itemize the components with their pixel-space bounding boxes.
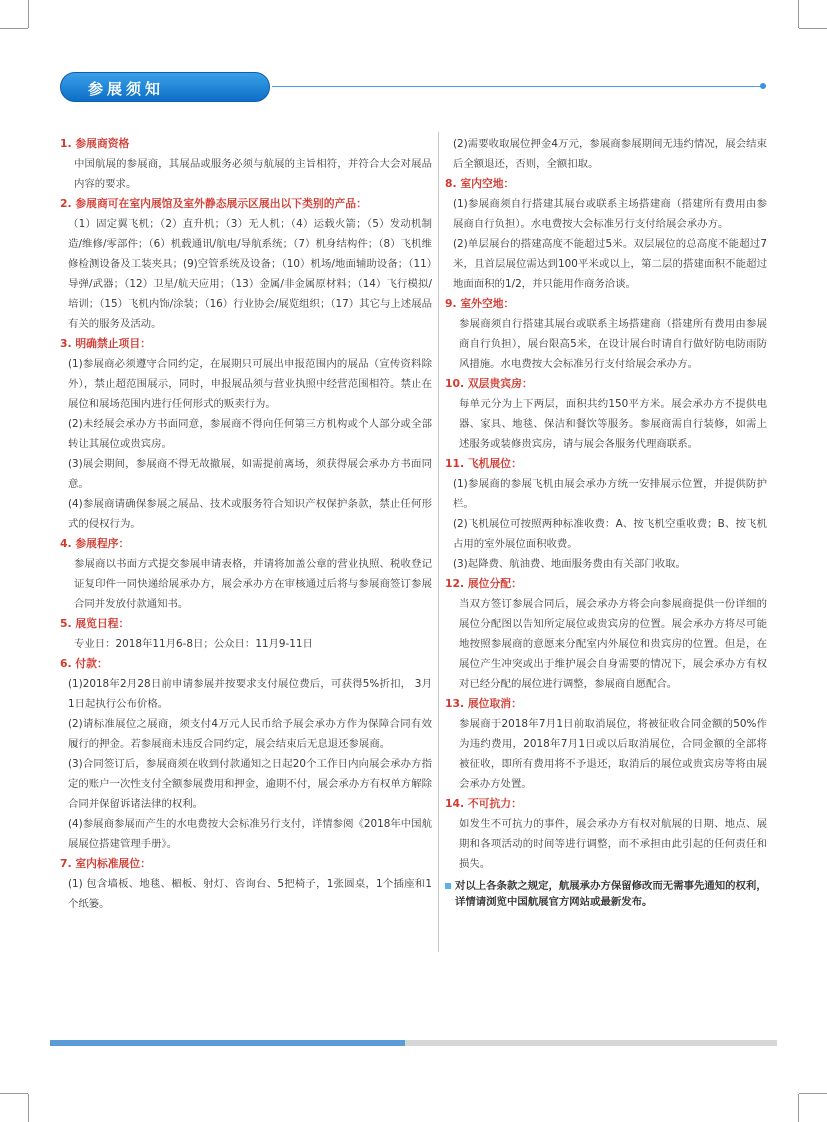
section-paragraph: 专业日：2018年11月6-8日；公众日：11月9-11日	[74, 638, 313, 650]
section-paragraph: 如发生不可抗力的事件，展会承办方有权对航展的日期、地点、展期和各项活动的时间等进行调整，而不承担由此引起的任何责任和损失。	[459, 818, 767, 870]
section-paragraph: 每单元分为上下两层，面积共约150平方米。展会承办方不提供电器、家具、地毯、保洁和餐饮等服务。参展商需自行装修，如需上述服务或装修贵宾房，请与展会各服务代理商联系。	[459, 398, 767, 450]
crop-mark	[28, 0, 29, 28]
section-paragraph: 中国航展的参展商，其展品或服务必须与航展的主旨相符，并符合大会对展品内容的要求。	[74, 158, 432, 190]
section-paragraph: (2)未经展会承办方书面同意，参展商不得向任何第三方机构或个人部分或全部转让其展位或贵宾房。	[68, 418, 432, 450]
section-paragraph: (1)参展商须自行搭建其展台或联系主场搭建商（搭建所有费用由参展商自行负担）。水电费按大会标准另行支付给展会承办方。	[453, 198, 767, 230]
section-header	[60, 72, 772, 102]
section-title: 6. 付款：	[60, 657, 108, 670]
section-paragraph: (3)展会期间，参展商不得无故撤展，如需提前离场，须获得展会承办方书面同意。	[68, 458, 432, 490]
section-paragraph: (1)2018年2月28日前申请参展并按要求支付展位费后，可获得5%折扣， 3月1日起执行公布价格。	[68, 678, 432, 710]
column-divider	[438, 132, 439, 952]
right-column	[445, 134, 767, 910]
section-title: 4. 参展程序：	[60, 537, 130, 550]
crop-mark	[0, 28, 28, 29]
crop-mark	[798, 1094, 799, 1122]
section-paragraph: 当双方签订参展合同后，展会承办方将会向参展商提供一份详细的展位分配图以告知所定展位或贵宾房的位置。展会承办方将尽可能地按照参展商的意愿来分配室内外展位和贵宾房的位置。但是，在展位产生冲突或出于维护展会自身需要的情况下，展会承办方有权对已经分配的展位进行调整，参展商自愿配合。	[459, 598, 767, 690]
section-paragraph: (4)参展商请确保参展之展品、技术或服务符合知识产权保护条款，禁止任何形式的侵权行为。	[68, 498, 432, 530]
disclaimer-note	[445, 878, 767, 910]
header-rule	[272, 86, 762, 87]
section-paragraph: (2)单层展台的搭建高度不能超过5米。双层展位的总高度不能超过7米，且首层展位需达到100平米或以上，第二层的搭建面积不能超过地面面积的1/2，并只能用作商务洽谈。	[453, 238, 767, 290]
crop-mark	[798, 0, 799, 28]
footer-bar-gray	[405, 1040, 777, 1046]
section-paragraph: 参展商于2018年7月1日前取消展位，将被征收合同金额的50%作为违约费用，2018年7月1日或以后取消展位，合同金额的全部将被征收，即所有费用将不予退还，取消后的展位或贵宾房等将由展会承办方处置。	[459, 718, 767, 790]
section-paragraph: (2)需要收取展位押金4万元，参展商参展期间无违约情况，展会结束后全额退还，否则，全额扣取。	[453, 138, 767, 170]
crop-mark	[28, 1094, 29, 1122]
crop-mark	[0, 1093, 28, 1094]
section-paragraph: (1) 包含墙板、地毯、楣板、射灯、咨询台、5把椅子，1张圆桌，1个插座和1个纸篓。	[68, 878, 432, 910]
section-paragraph: (2)请标准展位之展商，须支付4万元人民币给予展会承办方作为保障合同有效履行的押金。若参展商未违反合同约定，展会结束后无息退还参展商。	[68, 718, 432, 750]
section-title: 1. 参展商资格	[60, 137, 130, 150]
section-title: 13. 展位取消：	[445, 697, 522, 710]
section-title: 2. 参展商可在室内展馆及室外静态展示区展出以下类别的产品：	[60, 197, 367, 210]
section-title: 3. 明确禁止项目：	[60, 337, 151, 350]
section-title: 8. 室内空地：	[445, 177, 515, 190]
header-dot	[760, 83, 766, 89]
page-title: 参展须知	[88, 80, 165, 98]
section-paragraph: (3)起降费、航油费、地面服务费由有关部门收取。	[453, 558, 686, 570]
section-paragraph: (4)参展商参展而产生的水电费按大会标准另行支付，详情参阅《2018年中国航展展位搭建管理手册》。	[68, 818, 432, 850]
section-paragraph: 参展商须自行搭建其展台或联系主场搭建商（搭建所有费用由参展商自行负担），展台限高5米，在设计展台时请自行做好防电防雨防风措施。水电费按大会标准另行支付给展会承办方。	[459, 318, 767, 370]
section-title: 5. 展览日程：	[60, 617, 130, 630]
crop-mark	[799, 28, 827, 29]
section-title: 12. 展位分配：	[445, 577, 522, 590]
section-title: 10. 双层贵宾房：	[445, 377, 533, 390]
section-paragraph: (1)参展商必须遵守合同约定，在展期只可展出申报范围内的展品（宣传资料除外），禁止超范围展示，同时，申报展品须与营业执照中经营范围相符。禁止在展位和展场范围内进行任何形式的贩卖行为。	[68, 358, 432, 410]
disclaimer-text: 对以上各条款之规定，航展承办方保留修改而无需事先通知的权利，详情请浏览中国航展官方网站或最新发布。	[455, 880, 767, 908]
header-pill	[60, 72, 270, 102]
footer-bar-blue	[50, 1040, 405, 1046]
section-paragraph: (3)合同签订后，参展商须在收到付款通知之日起20个工作日内向展会承办方指定的账户一次性支付全额参展费用和押金，逾期不付，展会承办方有权单方解除合同并保留诉诸法律的权利。	[68, 758, 432, 810]
section-title: 14. 不可抗力：	[445, 797, 522, 810]
section-title: 7. 室内标准展位：	[60, 857, 151, 870]
section-paragraph: (1)参展商的参展飞机由展会承办方统一安排展示位置，并提供防护栏。	[453, 478, 767, 510]
section-title: 9. 室外空地：	[445, 297, 515, 310]
section-title: 11. 飞机展位：	[445, 457, 522, 470]
crop-mark	[799, 1093, 827, 1094]
section-paragraph: 参展商以书面方式提交参展申请表格，并请将加盖公章的营业执照、税收登记证复印件一同快递给展承办方，展会承办方在审核通过后将与参展商签订参展合同并发放付款通知书。	[74, 558, 432, 610]
left-column	[60, 134, 432, 914]
section-paragraph: （1）固定翼飞机；（2）直升机；（3）无人机；（4）运载火箭；（5）发动机制造/维修/零部件；（6）机载通讯/航电/导航系统；（7）机身结构件；（8）飞机维修检测设备及工装夹具；(9)空管系统及设备；（10）机场/地面辅助设备；（11）导弹/武器；（12）卫星/航天应用；（13）金属/非金属原材料；（14）飞行模拟/培训；（15）飞机内饰/涂装；（16）行业协会/展览组织；（17）其它与上述展品有关的服务及活动。	[68, 218, 432, 330]
bullet-square-icon	[445, 883, 451, 889]
section-paragraph: (2)飞机展位可按照两种标准收费：A、按飞机空重收费；B、按飞机占用的室外展位面积收费。	[453, 518, 767, 550]
